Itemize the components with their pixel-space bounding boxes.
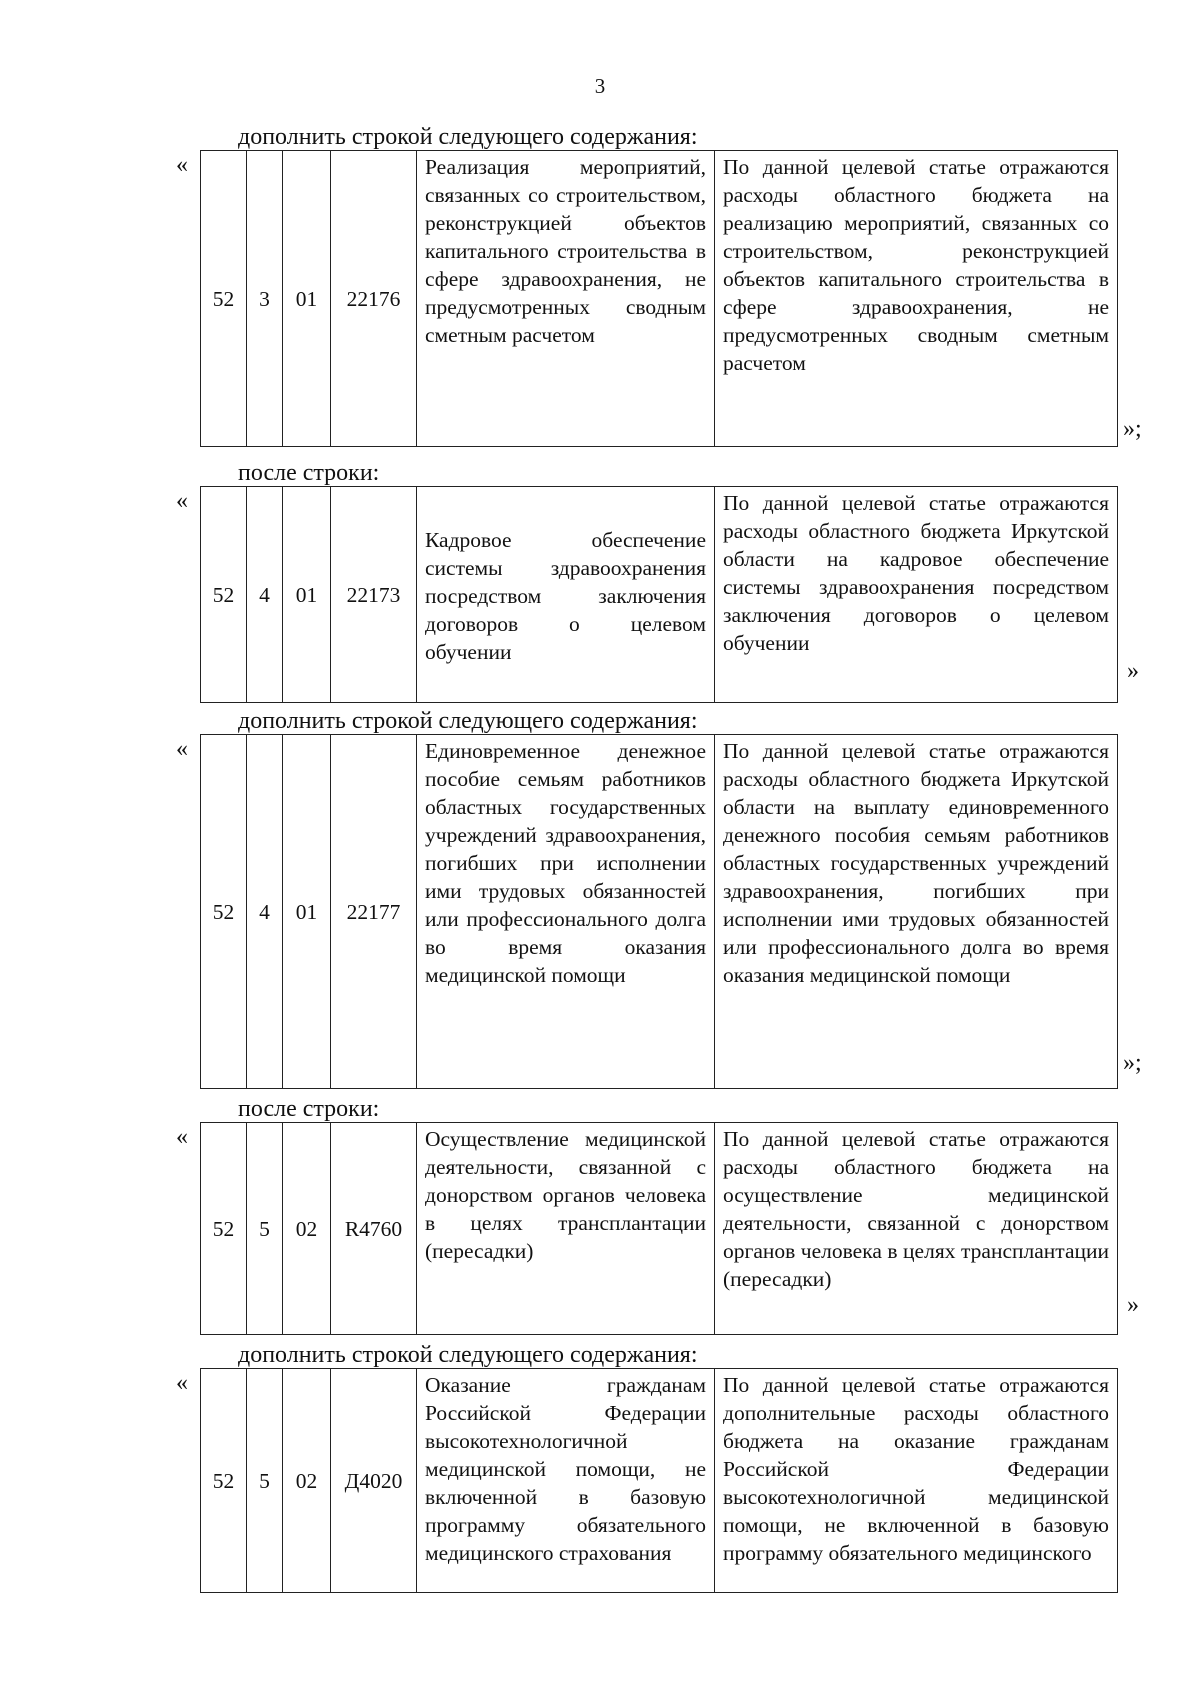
- code-direction: 22173: [331, 487, 417, 703]
- code-subprogram: 5: [247, 1369, 283, 1593]
- code-subprogram: 3: [247, 151, 283, 447]
- article-name: Кадровое обеспечение системы здравоохранения посредством заключения договоров о целевом обучении: [417, 487, 715, 703]
- article-name: Осуществление медицинской деятельности, связанной с донорством органов человека в целях трансплантации (пересадки): [417, 1123, 715, 1335]
- article-description: По данной целевой статье отражаются расходы областного бюджета на осуществление медицинской деятельности, связанной с донорством органов человека в целях трансплантации (пересадки): [715, 1123, 1118, 1335]
- amendment-table-1: [200, 150, 1118, 447]
- code-program: 52: [201, 1369, 247, 1593]
- code-program: 52: [201, 1123, 247, 1335]
- code-event: 01: [283, 487, 331, 703]
- code-direction: 22176: [331, 151, 417, 447]
- code-subprogram: 4: [247, 487, 283, 703]
- code-direction: 22177: [331, 735, 417, 1089]
- close-quote-3: »;: [1123, 1050, 1142, 1076]
- close-quote-4: »: [1127, 1292, 1139, 1318]
- open-quote-3: «: [176, 736, 188, 762]
- amendment-table-5: [200, 1368, 1118, 1593]
- table-row: [201, 735, 1118, 1089]
- instruction-add-1: дополнить строкой следующего содержания:: [238, 124, 698, 150]
- close-quote-1: »;: [1123, 416, 1142, 442]
- open-quote-2: «: [176, 488, 188, 514]
- page-number: 3: [594, 74, 606, 98]
- code-subprogram: 4: [247, 735, 283, 1089]
- code-program: 52: [201, 151, 247, 447]
- table-row: [201, 151, 1118, 447]
- article-name: Единовременное денежное пособие семьям работников областных государственных учреждений здравоохранения, погибших при исполнении ими трудовых обязанностей или профессионального долга во время оказания медицинской помощи: [417, 735, 715, 1089]
- code-program: 52: [201, 487, 247, 703]
- amendment-table-3: [200, 734, 1118, 1089]
- amendment-table-4: [200, 1122, 1118, 1335]
- instruction-add-2: дополнить строкой следующего содержания:: [238, 708, 698, 734]
- table-row: [201, 1123, 1118, 1335]
- table-row: [201, 487, 1118, 703]
- article-description: По данной целевой статье отражаются расходы областного бюджета Иркутской области на кадровое обеспечение системы здравоохранения посредством заключения договоров о целевом обучении: [715, 487, 1118, 703]
- article-name: Реализация мероприятий, связанных со строительством, реконструкцией объектов капитального строительства в сфере здравоохранения, не предусмотренных сводным сметным расчетом: [417, 151, 715, 447]
- table-row: [201, 1369, 1118, 1593]
- open-quote-5: «: [176, 1370, 188, 1396]
- close-quote-2: »: [1127, 658, 1139, 684]
- open-quote-4: «: [176, 1124, 188, 1150]
- article-description: По данной целевой статье отражаются дополнительные расходы областного бюджета на оказание гражданам Российской Федерации высокотехнологичной медицинской помощи, не включенной в базовую программу обязательного медицинского: [715, 1369, 1118, 1593]
- code-program: 52: [201, 735, 247, 1089]
- article-name: Оказание гражданам Российской Федерации высокотехнологичной медицинской помощи, не включенной в базовую программу обязательного медицинского страхования: [417, 1369, 715, 1593]
- code-direction: R4760: [331, 1123, 417, 1335]
- code-event: 01: [283, 151, 331, 447]
- code-direction: Д4020: [331, 1369, 417, 1593]
- open-quote-1: «: [176, 152, 188, 178]
- instruction-after-2: после строки:: [238, 1096, 380, 1122]
- article-description: По данной целевой статье отражаются расходы областного бюджета на реализацию мероприятий, связанных со строительством, реконструкцией объектов капитального строительства в сфере здравоохранения, не предусмотренных сводным сметным расчетом: [715, 151, 1118, 447]
- code-event: 02: [283, 1369, 331, 1593]
- code-event: 02: [283, 1123, 331, 1335]
- code-event: 01: [283, 735, 331, 1089]
- instruction-add-3: дополнить строкой следующего содержания:: [238, 1342, 698, 1368]
- article-description: По данной целевой статье отражаются расходы областного бюджета Иркутской области на выплату единовременного денежного пособия семьям работников областных государственных учреждений здравоохранения, погибших при исполнении ими трудовых обязанностей или профессионального долга во время оказания медицинской помощи: [715, 735, 1118, 1089]
- code-subprogram: 5: [247, 1123, 283, 1335]
- instruction-after-1: после строки:: [238, 460, 380, 486]
- amendment-table-2: [200, 486, 1118, 703]
